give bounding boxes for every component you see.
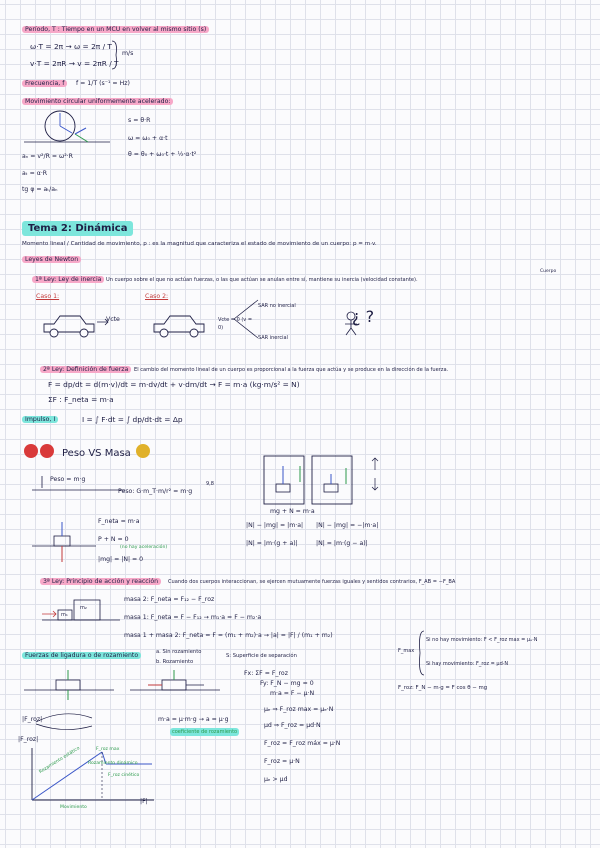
frequency-label: Frecuencia, f bbox=[22, 80, 67, 88]
period-eq1: ω·T = 2π → ω = 2π / T bbox=[30, 42, 112, 51]
friction-note: S: Superficie de separación bbox=[226, 653, 297, 659]
second-law-text: El cambio del momento lineal de un cuerpo es proporcional a la fuerza que actúa y se produce en la dirección de la fuerza. bbox=[134, 367, 449, 373]
friction-block-b bbox=[128, 668, 224, 702]
block-diagram bbox=[30, 516, 100, 566]
block-label-1: m₂ bbox=[80, 605, 87, 611]
frequency-eq: f = 1/T (s⁻¹ = Hz) bbox=[76, 80, 130, 87]
brace-icon bbox=[416, 630, 426, 676]
normal-note: (no hay aceleración) bbox=[120, 545, 168, 550]
brace-icon bbox=[110, 40, 122, 70]
boxing-glove-icon bbox=[134, 442, 152, 460]
gravity-value: 9,8 bbox=[206, 481, 214, 487]
accel-eq-0: aₙ = v²/R = ω²·R bbox=[22, 153, 73, 160]
graph-ylabel: |F_roz| bbox=[18, 736, 39, 743]
friction-static-0: Si no hay movimiento: F < F_roz max = μₑ·N bbox=[426, 637, 538, 643]
elevator-diagram bbox=[262, 452, 362, 508]
second-law-eq: F = dp/dt = d(m·v)/dt = m·dv/dt + v·dm/dt → F = m·a (kg·m/s² = N) bbox=[48, 380, 300, 389]
sar-inertial: SAR no inercial bbox=[258, 303, 296, 309]
gravity-eq: Peso: G·m_T·m/r² = m·g bbox=[118, 488, 193, 495]
third-law-label: 3ª Ley: Principio de acción y reacción bbox=[40, 578, 161, 586]
case1-velocity: Vcte bbox=[106, 316, 120, 323]
weight-vs-mass: Peso VS Masa bbox=[62, 448, 131, 459]
direction-arrows-icon bbox=[370, 456, 380, 492]
mcua-eq-1: ω = ω₀ + α·t bbox=[128, 135, 168, 142]
kinetic-eq: m·a = μ·m·g → a = μ·g bbox=[158, 716, 229, 723]
graph-label-0: Rozamiento estático bbox=[38, 746, 81, 776]
accel-eq-2: tg φ = aₜ/aₙ bbox=[22, 186, 58, 193]
sar-non-inertial: SAR inercial bbox=[258, 335, 288, 341]
friction-eq-2: m·a = F − μ·N bbox=[270, 690, 315, 697]
friction-case-a: a. Sin rozamiento bbox=[156, 649, 202, 655]
friction-graph bbox=[22, 744, 162, 818]
period-eq2: v·T = 2πR → v = 2πR / T bbox=[30, 59, 119, 68]
friction-static-1: Si hay movimiento: F_roz = μd·N bbox=[426, 661, 509, 667]
relation-arrows bbox=[34, 712, 158, 732]
impulse-label: Impulso, I bbox=[22, 416, 58, 424]
case2-velocity: Vcte = 0 (v = 0) bbox=[218, 317, 253, 331]
period-unit: m/s bbox=[122, 50, 134, 57]
elevator-eq-3: |N| − |mg| = −|m·a| bbox=[316, 522, 379, 529]
friction-eq-1: Fy: F_N − mg = 0 bbox=[260, 680, 314, 687]
weight-eq: Peso = m·g bbox=[50, 476, 86, 483]
block-label-0: m₁ bbox=[61, 612, 68, 618]
friction-fy: F_roz: F_N − m·g = F cos θ − mg bbox=[398, 685, 488, 691]
second-law-label: 2ª Ley: Definición de fuerza bbox=[40, 366, 131, 374]
friction-label: Fuerzas de ligadura o de rozamiento bbox=[22, 652, 141, 660]
graph-label-3: Movimiento bbox=[60, 805, 87, 810]
elevator-eq-4: |N| = |m·(g − a)| bbox=[316, 540, 368, 547]
boxing-glove-icon bbox=[22, 442, 56, 460]
laws-heading: Leyes de Newton bbox=[22, 256, 81, 264]
period-line: Período, T : Tiempo en un MCU en volver al mismo sitio (s) bbox=[22, 26, 209, 34]
third-law-eq-2: masa 1 + masa 2: F_neta = F = (m₁ + m₂)·a → |a| = |F| / (m₁ + m₂) bbox=[124, 632, 333, 639]
third-law-eq-1: masa 1: F_neta = F − F₁₂ → m₁·a = F − m₂·a bbox=[124, 614, 262, 621]
normal-eq-0: F_neta = m·a bbox=[98, 518, 140, 525]
coef-note: coeficiente de rozamiento bbox=[172, 729, 238, 735]
first-law-label: 1ª Ley: Ley de inercia bbox=[32, 276, 104, 284]
third-law-eq-0: masa 2: F_neta = F₁₂ − F_roz bbox=[124, 596, 215, 603]
car-icon bbox=[150, 310, 208, 340]
graph-ylabel-top: |F_roz| bbox=[22, 716, 43, 723]
friction-coeff-1: μd ⇒ F_roz = μd·N bbox=[264, 722, 321, 729]
momentum-line: Momento lineal / Cantidad de movimiento, p : es la magnitud que caracteriza el estado de movimiento de un cuerpo: p = m·v. bbox=[22, 241, 377, 247]
graph-label-4: F_roz cinético bbox=[108, 773, 140, 778]
elevator-eq-1: |N| − |mg| = |m·a| bbox=[246, 522, 304, 529]
tema-title: Tema 2: Dinámica bbox=[22, 221, 133, 236]
graph-label-2: F_roz max bbox=[96, 747, 120, 752]
case1-label: Caso 1: bbox=[36, 293, 60, 300]
normal-eq-1: P + N = 0 bbox=[98, 536, 129, 543]
friction-fx-label: F_max bbox=[398, 648, 415, 654]
first-law-text: Un cuerpo sobre el que no actúan fuerzas, o las que actúan se anulan entre sí, mantiene su inercia (velocidad constante). bbox=[106, 277, 418, 283]
third-law-text: Cuando dos cuerpos interaccionan, se ejercen mutuamente fuerzas iguales y sentidos contrarios, F_AB = −F_BA bbox=[168, 579, 456, 585]
circle-diagram bbox=[22, 108, 112, 148]
first-law-note: Cuerpo bbox=[540, 269, 557, 274]
mcua-heading: Movimiento circular uniformemente acelerado: bbox=[22, 98, 173, 106]
car-icon bbox=[40, 310, 98, 340]
friction-coeff-0: μₑ ⇒ F_roz max = μₑ·N bbox=[264, 706, 334, 713]
question-marks: ¿ ? bbox=[352, 307, 375, 326]
friction-coeff-2: F_roz = F_roz máx = μ·N bbox=[264, 740, 341, 747]
friction-block-a bbox=[22, 668, 118, 702]
net-force-eq: ΣF : F_neta = m·a bbox=[48, 395, 114, 404]
friction-coeff-4: μₑ > μd bbox=[264, 776, 288, 783]
friction-case-b: b. Rozamiento bbox=[156, 659, 194, 665]
friction-coeff-3: F_roz = μ·N bbox=[264, 758, 300, 765]
mcua-eq-0: s = θ·R bbox=[128, 117, 151, 124]
graph-label-1: Rozamiento dinámico bbox=[88, 761, 138, 766]
graph-xlabel: |F| bbox=[140, 798, 148, 805]
mcua-eq-2: θ = θ₀ + ω₀·t + ½·α·t² bbox=[128, 151, 197, 158]
accel-eq-1: aₜ = α·R bbox=[22, 170, 48, 177]
friction-eq-0: Fx: ΣF = F_roz bbox=[244, 670, 288, 677]
elevator-eq-0: mg + N = m·a bbox=[270, 508, 315, 515]
impulse-eq: I = ∫ F·dt = ∫ dp/dt·dt = Δp bbox=[82, 415, 183, 424]
elevator-eq-2: |N| = |m·(g + a)| bbox=[246, 540, 298, 547]
normal-eq-2: |mg| = |N| = 0 bbox=[98, 556, 144, 563]
case2-label: Caso 2: bbox=[145, 293, 169, 300]
